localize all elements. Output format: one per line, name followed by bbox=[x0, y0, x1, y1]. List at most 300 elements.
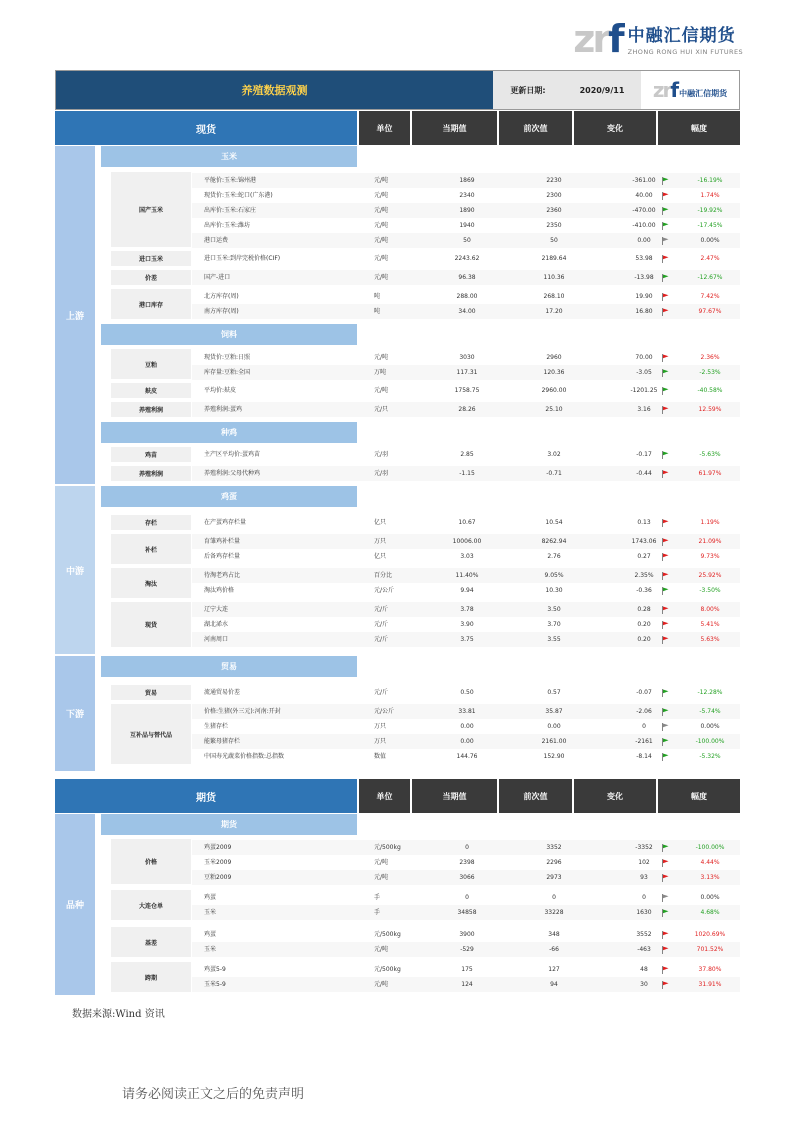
row-current: 34858 bbox=[457, 909, 477, 916]
row-current: 2243.62 bbox=[454, 255, 480, 262]
row-unit: 元/吨 bbox=[374, 274, 389, 281]
row-previous: 2161.00 bbox=[541, 738, 567, 745]
row-name: 待淘老鸡占比 bbox=[204, 572, 241, 579]
row-unit: 元/吨 bbox=[374, 192, 389, 199]
row-name: 养殖利润:父母代种鸡 bbox=[204, 470, 261, 477]
row-current: 0 bbox=[465, 844, 469, 851]
table-row bbox=[192, 188, 740, 203]
row-pct: 1.74% bbox=[700, 192, 720, 199]
row-previous: 152.90 bbox=[543, 753, 565, 760]
row-name: 现货价:玉米:蛇口(广东港) bbox=[204, 192, 273, 199]
row-name: 鸡蛋 bbox=[204, 894, 217, 901]
row-name: 养殖利润:蛋鸡 bbox=[204, 406, 243, 413]
row-pct: 9.73% bbox=[700, 553, 720, 560]
row-unit: 万只 bbox=[374, 723, 387, 730]
row-pct: -12.67% bbox=[697, 274, 723, 281]
fcol-previous: 前次值 bbox=[499, 779, 572, 813]
row-name: 北方库存(周) bbox=[204, 293, 239, 300]
row-current: 10.67 bbox=[458, 519, 476, 526]
flag-icon bbox=[662, 632, 669, 644]
row-change: 2.35% bbox=[634, 572, 654, 579]
row-current: -529 bbox=[460, 946, 474, 953]
row-unit: 元/500kg bbox=[374, 931, 401, 938]
flag-icon bbox=[662, 466, 669, 478]
category-egg: 鸡蛋 bbox=[101, 486, 357, 507]
row-pct: 8.00% bbox=[700, 606, 720, 613]
row-name: 南方库存(周) bbox=[204, 308, 239, 315]
table-row bbox=[192, 304, 740, 319]
row-change: -2.06 bbox=[636, 708, 652, 715]
row-name: 流通贸易价差 bbox=[204, 689, 241, 696]
row-name: 河南周口 bbox=[204, 636, 229, 643]
flag-icon bbox=[662, 977, 669, 989]
flag-icon bbox=[662, 749, 669, 761]
table-row bbox=[192, 632, 740, 647]
row-name: 豆粕2009 bbox=[204, 874, 232, 881]
row-current: -1.15 bbox=[459, 470, 475, 477]
row-name: 玉米 bbox=[204, 946, 217, 953]
row-pct: 12.59% bbox=[698, 406, 722, 413]
flag-icon bbox=[662, 840, 669, 852]
group-substitutes: 互补品与替代品 bbox=[111, 704, 191, 764]
row-name: 玉米 bbox=[204, 909, 217, 916]
table-row bbox=[192, 289, 740, 304]
row-change: 102 bbox=[638, 859, 650, 866]
row-change: -0.44 bbox=[636, 470, 652, 477]
row-name: 育雏鸡补栏量 bbox=[204, 538, 241, 545]
row-change: 0 bbox=[642, 723, 646, 730]
logo-cn: 中融汇信期货 bbox=[627, 26, 736, 46]
row-name: 平舱价:玉米:锦州港 bbox=[204, 177, 257, 184]
row-change: 0.20 bbox=[637, 636, 651, 643]
row-name: 后备鸡存栏量 bbox=[204, 553, 241, 560]
row-name: 国产-进口 bbox=[204, 274, 231, 281]
row-current: 3066 bbox=[459, 874, 475, 881]
table-row bbox=[192, 704, 740, 719]
row-current: 33.81 bbox=[458, 708, 476, 715]
flag-icon bbox=[662, 402, 669, 414]
row-current: 3.75 bbox=[460, 636, 474, 643]
row-change: 0.27 bbox=[637, 553, 651, 560]
flag-icon bbox=[662, 218, 669, 230]
col-change: 变化 bbox=[574, 111, 656, 145]
row-change: 3552 bbox=[636, 931, 652, 938]
row-pct: 37.80% bbox=[698, 966, 722, 973]
row-previous: 3352 bbox=[546, 844, 562, 851]
group-basis: 基差 bbox=[111, 927, 191, 957]
row-pct: 1020.69% bbox=[694, 931, 726, 938]
row-pct: -5.74% bbox=[699, 708, 721, 715]
category-feed: 饲料 bbox=[101, 324, 357, 345]
row-change: -361.00 bbox=[632, 177, 656, 184]
data-source: 数据来源:Wind 资讯 bbox=[72, 1009, 165, 1020]
section-downstream: 下游 bbox=[55, 656, 97, 771]
table-row bbox=[192, 534, 740, 549]
row-previous: 127 bbox=[548, 966, 560, 973]
table-row bbox=[192, 251, 740, 266]
row-current: 3.03 bbox=[460, 553, 474, 560]
row-pct: 0.00% bbox=[700, 723, 720, 730]
table-row bbox=[192, 840, 740, 855]
row-pct: 21.09% bbox=[698, 538, 722, 545]
row-name: 玉米5-9 bbox=[204, 981, 226, 988]
row-previous: 110.36 bbox=[543, 274, 565, 281]
update-date: 2020/9/11 bbox=[563, 71, 641, 109]
row-current: 3900 bbox=[459, 931, 475, 938]
row-previous: 25.10 bbox=[545, 406, 563, 413]
row-pct: 4.44% bbox=[700, 859, 720, 866]
row-pct: 3.13% bbox=[700, 874, 720, 881]
row-pct: 0.00% bbox=[700, 237, 720, 244]
row-previous: 2960.00 bbox=[541, 387, 567, 394]
row-current: 0.00 bbox=[460, 723, 474, 730]
row-name: 生猪存栏 bbox=[204, 723, 229, 730]
row-unit: 元/吨 bbox=[374, 354, 389, 361]
mini-logo: zrf 中融汇信期货 bbox=[641, 71, 739, 109]
flag-icon bbox=[662, 251, 669, 263]
row-name: 现货价:豆粕:日照 bbox=[204, 354, 251, 361]
row-previous: 2973 bbox=[546, 874, 562, 881]
row-current: 117.31 bbox=[456, 369, 478, 376]
fcol-current: 当期值 bbox=[412, 779, 497, 813]
row-previous: 2300 bbox=[546, 192, 562, 199]
row-unit: 手 bbox=[374, 909, 381, 916]
table-row bbox=[192, 515, 740, 530]
flag-icon bbox=[662, 568, 669, 580]
row-pct: -2.53% bbox=[699, 369, 721, 376]
row-change: 30 bbox=[640, 981, 648, 988]
row-current: 50 bbox=[463, 237, 471, 244]
row-change: 0.28 bbox=[637, 606, 651, 613]
group-domestic-corn: 国产玉米 bbox=[111, 172, 191, 247]
flag-icon bbox=[662, 734, 669, 746]
flag-icon bbox=[662, 365, 669, 377]
group-culling: 淘汰 bbox=[111, 568, 191, 598]
row-pct: 4.68% bbox=[700, 909, 720, 916]
row-pct: 5.41% bbox=[700, 621, 720, 628]
table-row bbox=[192, 383, 740, 398]
flag-icon bbox=[662, 515, 669, 527]
table-row bbox=[192, 365, 740, 380]
row-pct: 25.92% bbox=[698, 572, 722, 579]
row-pct: 31.91% bbox=[698, 981, 722, 988]
row-change: 1743.06 bbox=[631, 538, 657, 545]
row-name: 出库价:玉米:石家庄 bbox=[204, 207, 257, 214]
row-unit: 亿只 bbox=[374, 519, 387, 526]
row-current: 0.50 bbox=[460, 689, 474, 696]
category-breeder: 种鸡 bbox=[101, 422, 357, 443]
page-title: 养殖数据观测 bbox=[56, 71, 493, 109]
row-name: 中国寿光蔬菜价格指数:总指数 bbox=[204, 753, 285, 760]
flag-icon bbox=[662, 583, 669, 595]
futures-table bbox=[55, 779, 740, 995]
row-name: 出库价:玉米:潍坊 bbox=[204, 222, 251, 229]
row-previous: 2296 bbox=[546, 859, 562, 866]
group-profit-layer: 养殖利润 bbox=[111, 402, 191, 417]
row-previous: 3.70 bbox=[547, 621, 561, 628]
row-pct: 1.19% bbox=[700, 519, 720, 526]
row-change: 0.20 bbox=[637, 621, 651, 628]
row-current: 1869 bbox=[459, 177, 475, 184]
spot-header: 现货 bbox=[55, 111, 357, 145]
flag-icon bbox=[662, 962, 669, 974]
row-unit: 元/吨 bbox=[374, 946, 389, 953]
table-row bbox=[192, 583, 740, 598]
disclaimer: 请务必阅读正文之后的免责声明 bbox=[122, 1087, 305, 1102]
group-chick: 鸡苗 bbox=[111, 447, 191, 462]
row-change: -0.07 bbox=[636, 689, 652, 696]
row-pct: -3.50% bbox=[699, 587, 721, 594]
row-pct: 0.00% bbox=[700, 894, 720, 901]
flag-icon bbox=[662, 549, 669, 561]
row-name: 进口玉米:到岸完税价格(CIF) bbox=[204, 255, 281, 262]
col-previous: 前次值 bbox=[499, 111, 572, 145]
update-label: 更新日期: bbox=[493, 71, 563, 109]
row-change: 70.00 bbox=[635, 354, 653, 361]
row-unit: 元/羽 bbox=[374, 451, 389, 458]
row-change: -1201.25 bbox=[630, 387, 658, 394]
category-trade: 贸易 bbox=[101, 656, 357, 677]
row-unit: 万吨 bbox=[374, 369, 387, 376]
row-name: 库存量:豆粕:全国 bbox=[204, 369, 251, 376]
section-varieties: 品种 bbox=[55, 814, 97, 995]
flag-icon bbox=[662, 905, 669, 917]
row-unit: 亿只 bbox=[374, 553, 387, 560]
flag-icon bbox=[662, 704, 669, 716]
row-pct: -19.92% bbox=[697, 207, 723, 214]
row-previous: 2.76 bbox=[547, 553, 561, 560]
row-unit: 元/斤 bbox=[374, 606, 389, 613]
row-change: 40.00 bbox=[635, 192, 653, 199]
table-row bbox=[192, 942, 740, 957]
table-row bbox=[192, 402, 740, 417]
row-unit: 吨 bbox=[374, 308, 381, 315]
fcol-unit: 单位 bbox=[359, 779, 410, 813]
row-change: 0.13 bbox=[637, 519, 651, 526]
table-row bbox=[192, 549, 740, 564]
row-current: 11.40% bbox=[455, 572, 479, 579]
flag-icon bbox=[662, 289, 669, 301]
flag-icon bbox=[662, 719, 669, 731]
row-change: -3352 bbox=[635, 844, 653, 851]
flag-icon bbox=[662, 233, 669, 245]
table-row bbox=[192, 270, 740, 285]
section-midstream: 中游 bbox=[55, 486, 97, 654]
company-logo bbox=[573, 17, 743, 61]
row-current: 2340 bbox=[459, 192, 475, 199]
row-current: 9.94 bbox=[460, 587, 474, 594]
row-previous: 10.30 bbox=[545, 587, 563, 594]
row-previous: 120.36 bbox=[543, 369, 565, 376]
section-upstream: 上游 bbox=[55, 146, 97, 484]
row-change: 93 bbox=[640, 874, 648, 881]
row-name: 鸡蛋2009 bbox=[204, 844, 232, 851]
row-current: 34.00 bbox=[458, 308, 476, 315]
row-pct: -40.58% bbox=[697, 387, 723, 394]
flag-icon bbox=[662, 685, 669, 697]
group-spread: 价差 bbox=[111, 270, 191, 285]
row-previous: 50 bbox=[550, 237, 558, 244]
row-current: 1758.75 bbox=[454, 387, 480, 394]
col-unit: 单位 bbox=[359, 111, 410, 145]
flag-icon bbox=[662, 203, 669, 215]
table-row bbox=[192, 905, 740, 920]
row-name: 能繁母猪存栏 bbox=[204, 738, 241, 745]
group-price: 价格 bbox=[111, 839, 191, 884]
group-trade: 贸易 bbox=[111, 685, 191, 700]
row-previous: -0.71 bbox=[546, 470, 562, 477]
table-row bbox=[192, 734, 740, 749]
row-change: -0.17 bbox=[636, 451, 652, 458]
row-change: -8.14 bbox=[636, 753, 652, 760]
row-change: -2161 bbox=[635, 738, 653, 745]
row-current: 1940 bbox=[459, 222, 475, 229]
row-name: 在产蛋鸡存栏量 bbox=[204, 519, 247, 526]
row-unit: 数值 bbox=[374, 753, 387, 760]
row-previous: 33228 bbox=[544, 909, 564, 916]
flag-icon bbox=[662, 447, 669, 459]
row-name: 鸡蛋 bbox=[204, 931, 217, 938]
flag-icon bbox=[662, 602, 669, 614]
group-port-stock: 港口库存 bbox=[111, 289, 191, 319]
row-pct: -12.28% bbox=[697, 689, 723, 696]
row-change: -410.00 bbox=[632, 222, 656, 229]
row-unit: 元/吨 bbox=[374, 255, 389, 262]
table-row bbox=[192, 203, 740, 218]
row-previous: 94 bbox=[550, 981, 558, 988]
row-pct: 7.42% bbox=[700, 293, 720, 300]
row-unit: 元/斤 bbox=[374, 689, 389, 696]
table-row bbox=[192, 218, 740, 233]
row-previous: 35.87 bbox=[545, 708, 563, 715]
row-unit: 元/吨 bbox=[374, 177, 389, 184]
row-current: 1890 bbox=[459, 207, 475, 214]
row-pct: -17.45% bbox=[697, 222, 723, 229]
row-current: 3030 bbox=[459, 354, 475, 361]
flag-icon bbox=[662, 855, 669, 867]
row-change: -463 bbox=[637, 946, 651, 953]
row-unit: 元/吨 bbox=[374, 981, 389, 988]
row-unit: 元/吨 bbox=[374, 874, 389, 881]
table-row bbox=[192, 890, 740, 905]
table-row bbox=[192, 233, 740, 248]
table-row bbox=[192, 855, 740, 870]
row-previous: 0.00 bbox=[547, 723, 561, 730]
fcol-pct: 幅度 bbox=[658, 779, 740, 813]
flag-icon bbox=[662, 534, 669, 546]
row-change: 0 bbox=[642, 894, 646, 901]
row-unit: 万只 bbox=[374, 538, 387, 545]
row-pct: -5.63% bbox=[699, 451, 721, 458]
row-previous: 2230 bbox=[546, 177, 562, 184]
row-pct: 97.67% bbox=[698, 308, 722, 315]
futures-header: 期货 bbox=[55, 779, 357, 813]
table-row bbox=[192, 447, 740, 462]
row-current: 28.26 bbox=[458, 406, 476, 413]
row-unit: 元/吨 bbox=[374, 207, 389, 214]
row-unit: 元/吨 bbox=[374, 387, 389, 394]
row-pct: 5.63% bbox=[700, 636, 720, 643]
row-previous: 3.55 bbox=[547, 636, 561, 643]
row-change: -3.05 bbox=[636, 369, 652, 376]
row-unit: 元/吨 bbox=[374, 222, 389, 229]
table-row bbox=[192, 927, 740, 942]
row-unit: 元/羽 bbox=[374, 470, 389, 477]
row-change: 1630 bbox=[636, 909, 652, 916]
spot-table bbox=[55, 111, 740, 771]
row-pct: -5.32% bbox=[699, 753, 721, 760]
row-unit: 元/500kg bbox=[374, 844, 401, 851]
table-row bbox=[192, 870, 740, 885]
col-current: 当期值 bbox=[412, 111, 497, 145]
row-change: 0.00 bbox=[637, 237, 651, 244]
table-row bbox=[192, 602, 740, 617]
row-unit: 元/只 bbox=[374, 406, 389, 413]
table-row bbox=[192, 568, 740, 583]
flag-icon bbox=[662, 383, 669, 395]
row-current: 2398 bbox=[459, 859, 475, 866]
group-warehouse: 大连仓单 bbox=[111, 890, 191, 920]
row-previous: 2960 bbox=[546, 354, 562, 361]
flag-icon bbox=[662, 173, 669, 185]
row-change: 48 bbox=[640, 966, 648, 973]
row-unit: 元/斤 bbox=[374, 621, 389, 628]
flag-icon bbox=[662, 870, 669, 882]
row-current: 0 bbox=[465, 894, 469, 901]
row-change: -470.00 bbox=[632, 207, 656, 214]
table-row bbox=[192, 350, 740, 365]
row-current: 96.38 bbox=[458, 274, 476, 281]
table-row bbox=[192, 749, 740, 764]
flag-icon bbox=[662, 927, 669, 939]
row-previous: 348 bbox=[548, 931, 560, 938]
group-bran: 麸皮 bbox=[111, 383, 191, 398]
logo-mark: zrf bbox=[573, 17, 622, 61]
group-inventory: 存栏 bbox=[111, 515, 191, 530]
row-previous: 2189.64 bbox=[541, 255, 567, 262]
row-name: 鸡蛋5-9 bbox=[204, 966, 226, 973]
flag-icon bbox=[662, 350, 669, 362]
row-previous: 3.50 bbox=[547, 606, 561, 613]
row-name: 淘汰鸡价格 bbox=[204, 587, 235, 594]
table-row bbox=[192, 466, 740, 481]
row-name: 价格:生猪(外三元):河南:开封 bbox=[204, 708, 281, 715]
row-name: 玉米2009 bbox=[204, 859, 232, 866]
row-unit: 元/吨 bbox=[374, 859, 389, 866]
table-row bbox=[192, 962, 740, 977]
row-previous: 0.57 bbox=[547, 689, 561, 696]
row-previous: 17.20 bbox=[545, 308, 563, 315]
row-name: 辽宁大连 bbox=[204, 606, 229, 613]
table-row bbox=[192, 173, 740, 188]
group-spot: 现货 bbox=[111, 602, 191, 647]
row-previous: -66 bbox=[549, 946, 559, 953]
group-calendar: 跨期 bbox=[111, 962, 191, 992]
flag-icon bbox=[662, 188, 669, 200]
row-unit: 万只 bbox=[374, 738, 387, 745]
row-unit: 元/吨 bbox=[374, 237, 389, 244]
row-unit: 手 bbox=[374, 894, 381, 901]
row-previous: 10.54 bbox=[545, 519, 563, 526]
row-name: 主产区平均价:蛋鸡苗 bbox=[204, 451, 261, 458]
row-unit: 百分比 bbox=[374, 572, 393, 579]
table-row bbox=[192, 685, 740, 700]
row-previous: 8262.94 bbox=[541, 538, 567, 545]
row-unit: 元/公斤 bbox=[374, 708, 395, 715]
row-pct: 61.97% bbox=[698, 470, 722, 477]
table-row bbox=[192, 977, 740, 992]
row-current: 144.76 bbox=[456, 753, 478, 760]
